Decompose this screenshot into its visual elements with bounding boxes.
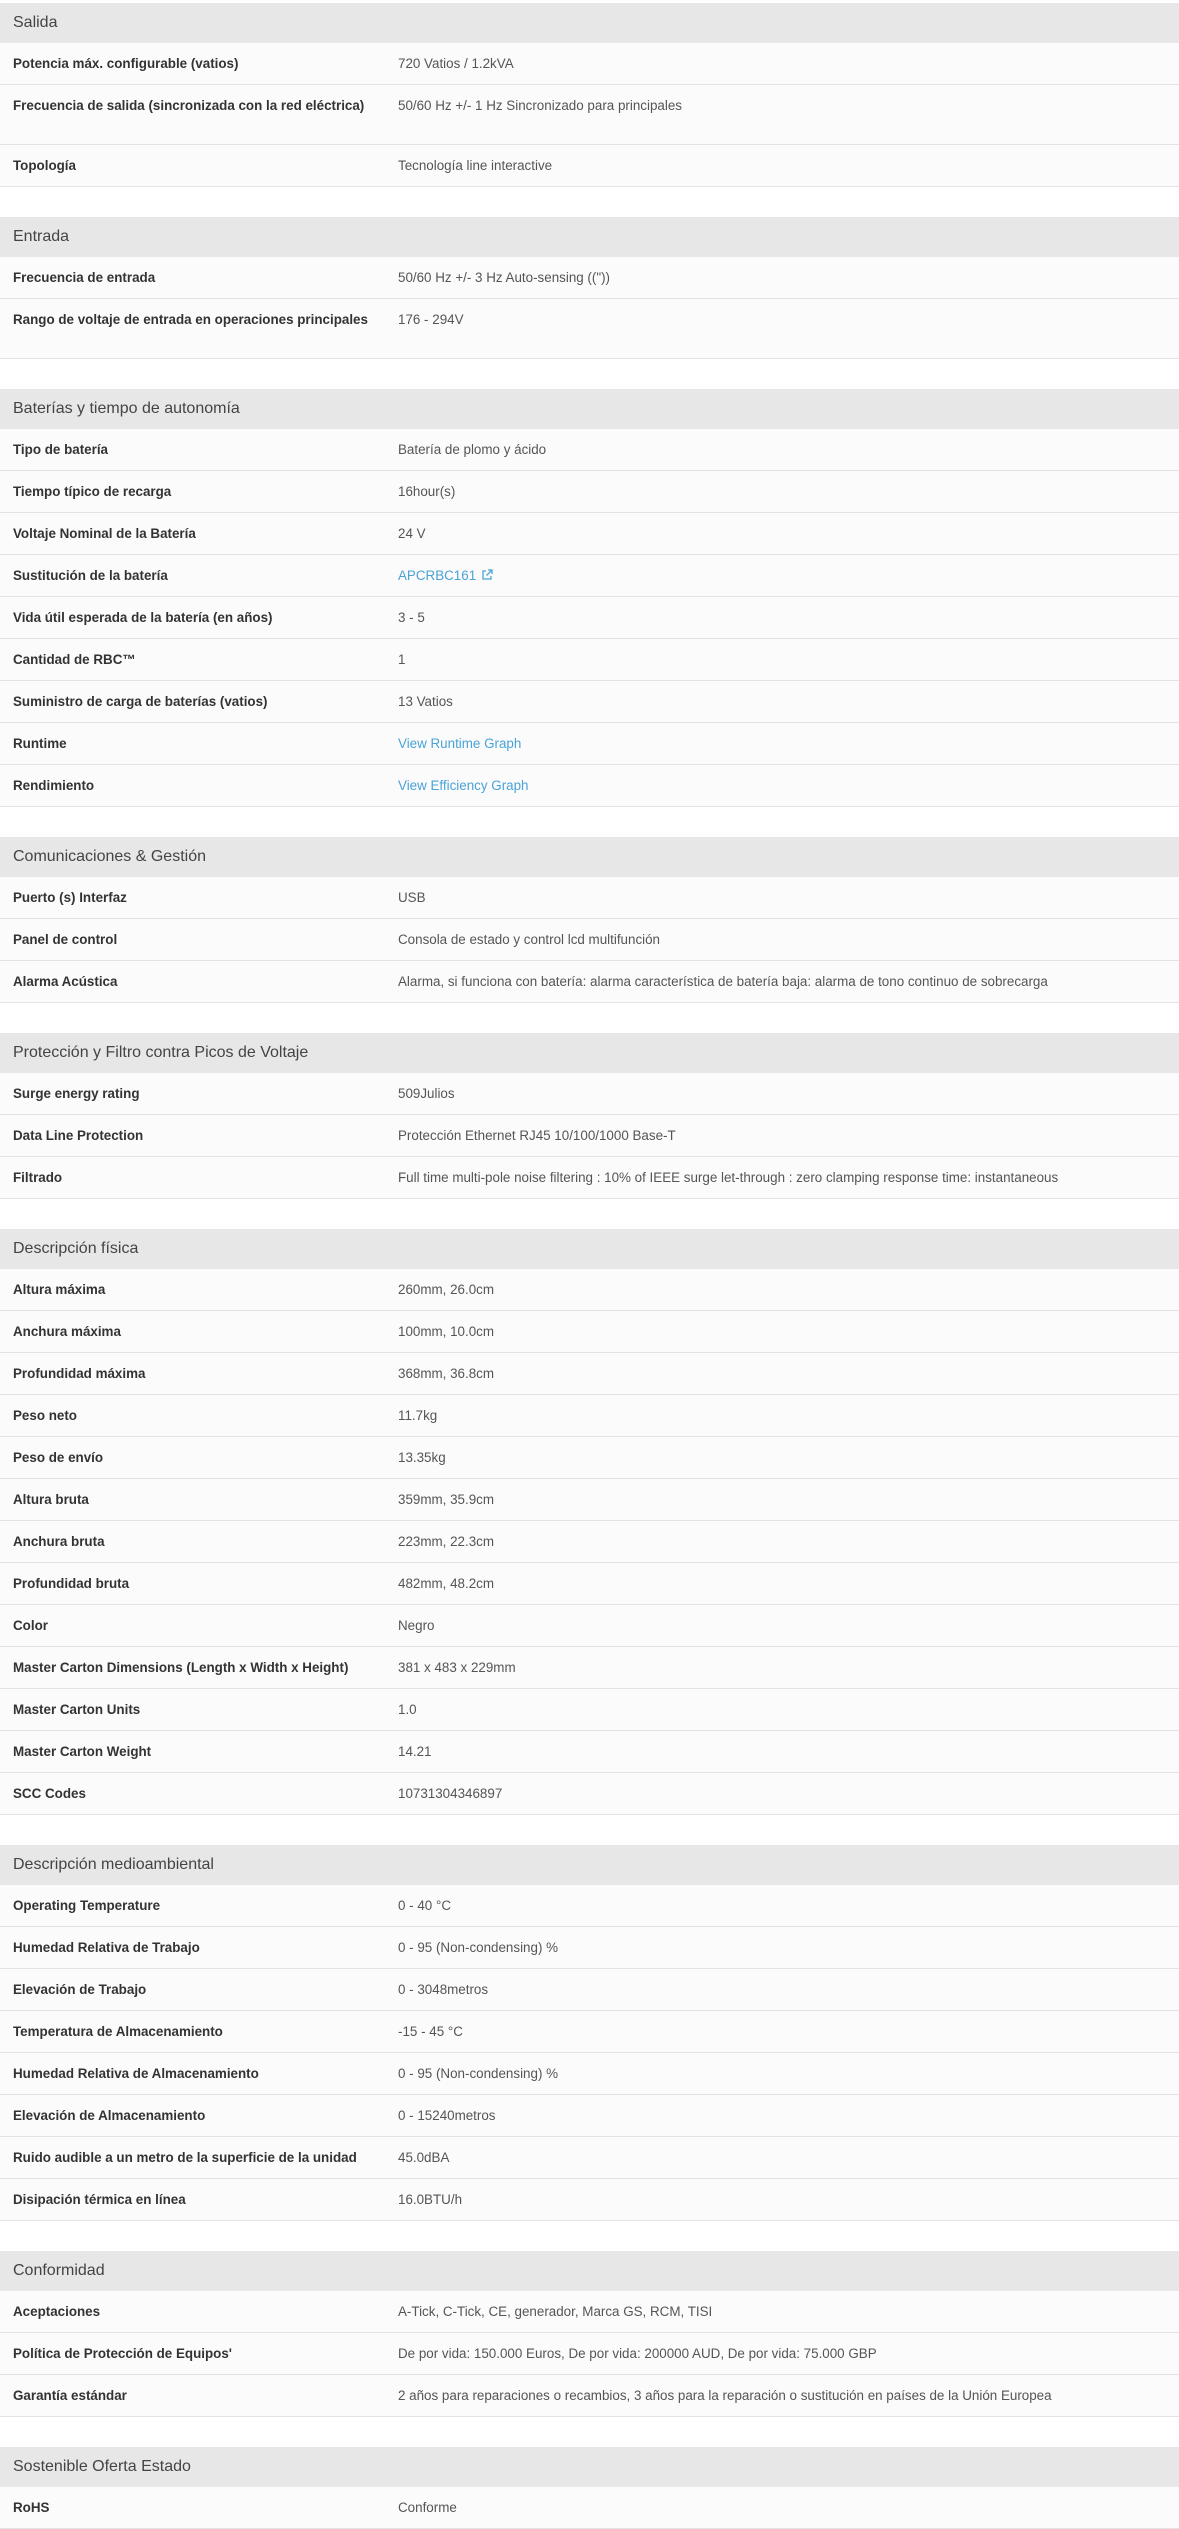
spec-label: Master Carton Dimensions (Length x Width x Height) [13, 1660, 349, 1675]
spec-section-proteccion [0, 1033, 1179, 1199]
spec-rows [0, 1269, 1179, 1815]
spec-row [0, 513, 1179, 555]
spec-value-cell [385, 513, 1179, 554]
spec-label: Garantía estándar [13, 2388, 127, 2403]
spec-rows [0, 429, 1179, 807]
spec-value-cell [385, 1969, 1179, 2010]
spec-label: Peso neto [13, 1408, 77, 1423]
spec-label: Cantidad de RBC™ [13, 652, 136, 667]
spec-value-cell [385, 1563, 1179, 1604]
spec-section-conformidad [0, 2251, 1179, 2417]
spec-label: Vida útil esperada de la batería (en años) [13, 610, 273, 625]
spec-row [0, 1563, 1179, 1605]
spec-row [0, 471, 1179, 513]
spec-value-cell [385, 597, 1179, 638]
section-title: Salida [0, 3, 1179, 43]
spec-row [0, 257, 1179, 299]
spec-row [0, 919, 1179, 961]
spec-rows [0, 43, 1179, 187]
spec-value: 13.35kg [398, 1450, 446, 1465]
spec-value: 24 V [398, 526, 426, 541]
spec-row [0, 1115, 1179, 1157]
spec-value-cell [385, 961, 1179, 1002]
spec-label: Panel de control [13, 932, 118, 947]
spec-value-cell [385, 1479, 1179, 1520]
spec-value: 260mm, 26.0cm [398, 1282, 495, 1297]
spec-label: Operating Temperature [13, 1898, 161, 1913]
spec-row [0, 639, 1179, 681]
spec-row [0, 1773, 1179, 1815]
spec-value-cell [385, 1605, 1179, 1646]
external-link-icon[interactable] [481, 569, 493, 581]
spec-value: 176 - 294V [398, 312, 464, 327]
spec-row [0, 2095, 1179, 2137]
spec-label: Sustitución de la batería [13, 568, 168, 583]
spec-row [0, 2053, 1179, 2095]
spec-rows [0, 2487, 1179, 2529]
section-title: Sostenible Oferta Estado [0, 2447, 1179, 2487]
spec-row [0, 1311, 1179, 1353]
spec-row [0, 1885, 1179, 1927]
spec-value-cell [385, 1073, 1179, 1114]
spec-value: Consola de estado y control lcd multifunción [398, 932, 661, 947]
spec-label: Suministro de carga de baterías (vatios) [13, 694, 268, 709]
spec-value-cell [385, 257, 1179, 298]
section-title: Protección y Filtro contra Picos de Voltaje [0, 1033, 1179, 1073]
spec-value: A-Tick, C-Tick, CE, generador, Marca GS, RCM, TISI [398, 2304, 713, 2319]
spec-value-cell [385, 1437, 1179, 1478]
spec-row [0, 2011, 1179, 2053]
spec-label: Humedad Relativa de Almacenamiento [13, 2066, 259, 2081]
spec-label: Topología [13, 158, 76, 173]
spec-row [0, 2487, 1179, 2529]
spec-value-cell [385, 877, 1179, 918]
spec-value-cell [385, 2179, 1179, 2220]
spec-value: 381 x 483 x 229mm [398, 1660, 516, 1675]
spec-section-sostenible [0, 2447, 1179, 2529]
spec-value-cell [385, 1115, 1179, 1156]
spec-label: Puerto (s) Interfaz [13, 890, 127, 905]
spec-value-cell [385, 723, 1179, 764]
spec-value-link[interactable]: View Runtime Graph [398, 736, 522, 751]
spec-label: Elevación de Trabajo [13, 1982, 147, 1997]
spec-value-cell [385, 43, 1179, 84]
spec-value-cell [385, 1311, 1179, 1352]
section-title: Descripción medioambiental [0, 1845, 1179, 1885]
spec-row [0, 1521, 1179, 1563]
spec-row [0, 555, 1179, 597]
spec-section-salida [0, 3, 1179, 187]
spec-value: 50/60 Hz +/- 1 Hz Sincronizado para principales [398, 98, 682, 113]
spec-label: Anchura máxima [13, 1324, 121, 1339]
spec-row [0, 1647, 1179, 1689]
spec-row [0, 765, 1179, 807]
spec-value-cell [385, 639, 1179, 680]
spec-value: 720 Vatios / 1.2kVA [398, 56, 514, 71]
spec-label: Tiempo típico de recarga [13, 484, 172, 499]
spec-label: SCC Codes [13, 1786, 86, 1801]
spec-value: 359mm, 35.9cm [398, 1492, 495, 1507]
spec-row [0, 1269, 1179, 1311]
spec-row [0, 1689, 1179, 1731]
spec-section-medioambiental [0, 1845, 1179, 2221]
spec-row [0, 145, 1179, 187]
spec-row [0, 1437, 1179, 1479]
spec-label: Aceptaciones [13, 2304, 101, 2319]
spec-value-cell [385, 145, 1179, 186]
spec-rows [0, 877, 1179, 1003]
spec-value: 509Julios [398, 1086, 455, 1101]
spec-label: Altura máxima [13, 1282, 106, 1297]
spec-value: 100mm, 10.0cm [398, 1324, 495, 1339]
spec-row [0, 1479, 1179, 1521]
spec-value-cell [385, 1731, 1179, 1772]
spec-value: 50/60 Hz +/- 3 Hz Auto-sensing ((")) [398, 270, 611, 285]
section-title: Conformidad [0, 2251, 1179, 2291]
spec-row [0, 43, 1179, 85]
spec-label: Tipo de batería [13, 442, 108, 457]
spec-value: 11.7kg [398, 1408, 438, 1423]
spec-row [0, 681, 1179, 723]
spec-rows [0, 1073, 1179, 1199]
spec-value-cell [385, 429, 1179, 470]
spec-row [0, 2291, 1179, 2333]
spec-value: 368mm, 36.8cm [398, 1366, 495, 1381]
spec-value-cell [385, 1885, 1179, 1926]
spec-label: Peso de envío [13, 1450, 104, 1465]
spec-value: De por vida: 150.000 Euros, De por vida: 200000 AUD, De por vida: 75.000 GBP [398, 2346, 877, 2361]
spec-row [0, 1605, 1179, 1647]
spec-row [0, 1927, 1179, 1969]
spec-value-link[interactable]: APCRBC161 [398, 568, 477, 583]
spec-label: Elevación de Almacenamiento [13, 2108, 206, 2123]
spec-label: Master Carton Weight [13, 1744, 152, 1759]
spec-value: 0 - 40 °C [398, 1898, 451, 1913]
spec-value: 2 años para reparaciones o recambios, 3 años para la reparación o sustitución en países de la Unión Europea [398, 2388, 1052, 2403]
spec-value-cell [385, 555, 1179, 596]
spec-label: Política de Protección de Equipos' [13, 2346, 232, 2361]
spec-row [0, 1395, 1179, 1437]
spec-label: Temperatura de Almacenamiento [13, 2024, 223, 2039]
spec-value: Tecnología line interactive [398, 158, 553, 173]
spec-label: Disipación térmica en línea [13, 2192, 186, 2207]
spec-label: Surge energy rating [13, 1086, 140, 1101]
spec-row [0, 2137, 1179, 2179]
spec-row [0, 1157, 1179, 1199]
spec-value: 482mm, 48.2cm [398, 1576, 495, 1591]
spec-label: Ruido audible a un metro de la superficie de la unidad [13, 2150, 357, 2165]
spec-label: Master Carton Units [13, 1702, 141, 1717]
spec-value: Conforme [398, 2500, 457, 2515]
spec-value: Batería de plomo y ácido [398, 442, 547, 457]
spec-value-cell [385, 681, 1179, 722]
spec-value-cell [385, 919, 1179, 960]
spec-value-cell [385, 471, 1179, 512]
spec-label: Frecuencia de entrada [13, 270, 156, 285]
spec-value: 1 [398, 652, 406, 667]
spec-label: Profundidad bruta [13, 1576, 130, 1591]
spec-row [0, 877, 1179, 919]
spec-row [0, 1969, 1179, 2011]
spec-value-cell [385, 2053, 1179, 2094]
spec-value: 45.0dBA [398, 2150, 450, 2165]
spec-value-cell [385, 2333, 1179, 2374]
spec-value: 0 - 95 (Non-condensing) % [398, 1940, 559, 1955]
spec-value-cell [385, 1689, 1179, 1730]
spec-value: 3 - 5 [398, 610, 425, 625]
spec-value-cell [385, 2375, 1179, 2416]
spec-section-comunicaciones [0, 837, 1179, 1003]
spec-value: Alarma, si funciona con batería: alarma característica de batería baja: alarma de tono continuo de sobrecarga [398, 974, 1048, 989]
spec-label: Alarma Acústica [13, 974, 118, 989]
spec-label: Rendimiento [13, 778, 95, 793]
spec-rows [0, 1885, 1179, 2221]
spec-value: 223mm, 22.3cm [398, 1534, 495, 1549]
spec-value-cell [385, 299, 1179, 340]
section-title: Baterías y tiempo de autonomía [0, 389, 1179, 429]
spec-row [0, 597, 1179, 639]
spec-value-cell [385, 1269, 1179, 1310]
spec-value-cell [385, 2291, 1179, 2332]
spec-label: Profundidad máxima [13, 1366, 146, 1381]
spec-value: 10731304346897 [398, 1786, 503, 1801]
spec-row [0, 723, 1179, 765]
spec-label: RoHS [13, 2500, 50, 2515]
spec-value-cell [385, 1521, 1179, 1562]
spec-label: Voltaje Nominal de la Batería [13, 526, 196, 541]
spec-value-cell [385, 2095, 1179, 2136]
spec-value-cell [385, 1647, 1179, 1688]
spec-value: Negro [398, 1618, 435, 1633]
spec-value-cell [385, 85, 1179, 126]
spec-row [0, 2333, 1179, 2375]
spec-label: Data Line Protection [13, 1128, 144, 1143]
spec-value-cell [385, 2487, 1179, 2528]
section-title: Comunicaciones & Gestión [0, 837, 1179, 877]
spec-row [0, 299, 1179, 359]
spec-section-baterias [0, 389, 1179, 807]
spec-value: 1.0 [398, 1702, 417, 1717]
spec-value: 16.0BTU/h [398, 2192, 463, 2207]
spec-label: Color [13, 1618, 48, 1633]
spec-value-cell [385, 2137, 1179, 2178]
spec-value-cell [385, 1353, 1179, 1394]
spec-value: -15 - 45 °C [398, 2024, 463, 2039]
spec-row [0, 961, 1179, 1003]
spec-value-cell [385, 1927, 1179, 1968]
spec-value: 13 Vatios [398, 694, 453, 709]
spec-value-cell [385, 765, 1179, 806]
spec-value-cell [385, 1773, 1179, 1814]
spec-row [0, 2375, 1179, 2417]
spec-rows [0, 257, 1179, 359]
spec-row [0, 1353, 1179, 1395]
spec-value: USB [398, 890, 426, 905]
spec-label: Frecuencia de salida (sincronizada con la red eléctrica) [13, 98, 365, 113]
spec-row [0, 1731, 1179, 1773]
spec-value-cell [385, 1157, 1179, 1198]
spec-value: Protección Ethernet RJ45 10/100/1000 Base-T [398, 1128, 676, 1143]
spec-value: 14.21 [398, 1744, 432, 1759]
spec-value: 0 - 15240metros [398, 2108, 496, 2123]
section-title: Descripción física [0, 1229, 1179, 1269]
spec-row [0, 85, 1179, 145]
spec-rows [0, 2291, 1179, 2417]
spec-section-entrada [0, 217, 1179, 359]
spec-label: Runtime [13, 736, 67, 751]
spec-label: Humedad Relativa de Trabajo [13, 1940, 200, 1955]
spec-label: Anchura bruta [13, 1534, 105, 1549]
spec-label: Altura bruta [13, 1492, 89, 1507]
spec-value: 16hour(s) [398, 484, 456, 499]
spec-section-fisica [0, 1229, 1179, 1815]
spec-row [0, 2179, 1179, 2221]
spec-value: 0 - 3048metros [398, 1982, 489, 1997]
spec-label: Rango de voltaje de entrada en operaciones principales [13, 312, 368, 327]
spec-label: Potencia máx. configurable (vatios) [13, 56, 239, 71]
spec-label: Filtrado [13, 1170, 63, 1185]
spec-row [0, 1073, 1179, 1115]
spec-value-link[interactable]: View Efficiency Graph [398, 778, 529, 793]
spec-row [0, 429, 1179, 471]
spec-value-cell [385, 2011, 1179, 2052]
section-title: Entrada [0, 217, 1179, 257]
spec-value: Full time multi-pole noise filtering : 10% of IEEE surge let-through : zero clamping response time: instantaneous [398, 1170, 1059, 1185]
spec-value-cell [385, 1395, 1179, 1436]
spec-value: 0 - 95 (Non-condensing) % [398, 2066, 559, 2081]
